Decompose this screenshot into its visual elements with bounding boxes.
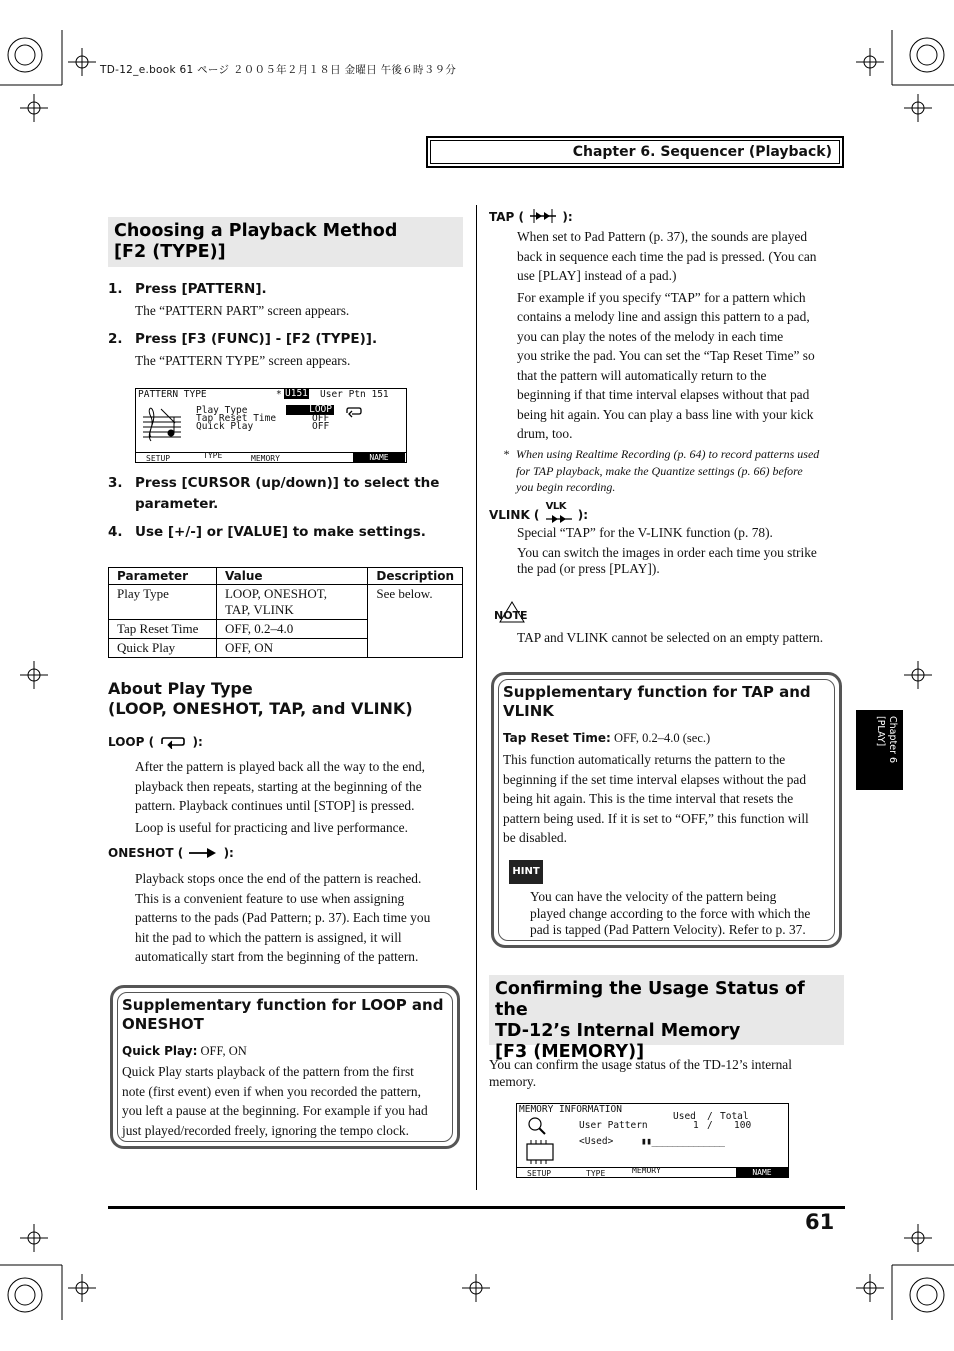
box-heading-line: ONESHOT [122,1015,204,1033]
tap-note [516,446,819,496]
print-header-note: TD-12_e.book 61 ページ ２００５年２月１８日 金曜日 午後６時３９分 [100,64,457,76]
box-param-value: OFF, ON [197,1044,247,1058]
text-line: beginning if that time interval elapses without that pad [517,387,810,402]
text-line: For example if you specify “TAP” for a pattern which [517,289,806,305]
box-heading [503,683,811,721]
table-header: Value [216,568,367,585]
text-line: you begin recording. [516,480,616,494]
note-icon [494,600,530,628]
chapter-side-tab [856,710,903,790]
lcd-row-label: Play Type [196,405,248,416]
step-number: 2. [108,331,123,347]
note-text: TAP and VLINK cannot be selected on an empty pattern. [517,630,824,645]
hint-paragraph [530,889,810,939]
loop-paragraph [135,757,425,837]
vlink-icon-text: VLK [545,501,566,512]
text-line: pattern. Playback continues until [STOP] is pressed. [135,798,415,813]
text-line: You can have the velocity of the pattern being [530,889,777,904]
section-heading-line: Choosing a Playback Method [114,221,398,241]
vlink-paragraph [517,523,817,578]
oneshot-paragraph [135,869,430,967]
side-tab-label [874,716,898,763]
lcd-row-label: Tap Reset Time [196,413,277,424]
lcd-used-label: <Used> [579,1136,614,1147]
lcd-usage-bar: ▮▮______________ [641,1136,725,1147]
supplementary-box-tap [491,672,842,948]
page-number: 61 [805,1210,835,1234]
tap-icon [528,207,558,225]
text-line: automatically start from the beginning of the pattern. [135,949,419,964]
treble-clef-icon [141,403,185,443]
text-line: you can play the notes of the melody in each time [517,328,784,344]
text-line: back in sequence each time the pad is pressed. (You can [517,248,817,264]
lcd-tab-name: NAME [736,1168,788,1178]
loop-label [108,735,203,749]
box-heading-line: VLINK [503,702,554,720]
box-heading-line: Supplementary function for LOOP and [122,996,444,1014]
tap-label-text: ): [562,210,573,224]
lcd-memory-information [516,1103,789,1178]
chapter-title-box [426,136,844,168]
text-line: After the pattern is played back all the way to the end, [135,759,426,774]
section-heading-line: Confirming the Usage Status of the [495,979,805,1020]
step-text: Press [F3 (FUNC)] - [F2 (TYPE)]. [135,331,378,347]
step-number: 3. [108,475,123,491]
hint-badge: HINT [509,860,543,884]
section-heading-line: [F3 (MEMORY)] [495,1042,645,1062]
supplementary-box-loop [110,985,460,1149]
step-number: 1. [108,281,123,297]
text-line: This function automatically returns the pattern to the [503,752,786,767]
table-header: Parameter [109,568,217,585]
lcd-col-used: Used [673,1111,696,1122]
lcd-tab-name: NAME [353,453,405,463]
text-line: patterns to the pads (Pad Pattern; p. 37). Each time you [135,910,431,925]
lcd-row-value: OFF [312,421,330,432]
text-line: that the pattern will automatically return to the [517,367,767,383]
text-line: being hit again. This is the time interval that resets the [503,791,794,806]
note-badge: NOTE [494,609,528,622]
lcd-star: * [276,389,282,400]
step-text: Press [PATTERN]. [135,281,267,297]
lcd-pattern-number: U151 [285,388,308,399]
memory-chip-icon [523,1116,559,1164]
loop-icon [344,405,364,419]
lcd-pattern-name: User Ptn 151 [320,389,389,400]
lcd-tab-active: TYPE [203,451,223,460]
lcd-tab: SETUP [146,454,171,463]
text-line: When set to Pad Pattern (p. 37), the sounds are played [517,229,808,244]
lcd-row-label: User Pattern [579,1120,648,1131]
oneshot-label-text: ): [223,846,234,860]
lcd-row-label: Quick Play [196,421,254,432]
loop-label-text: ): [192,735,203,749]
box-param [122,1043,247,1059]
box-heading [122,996,443,1034]
box-paragraph [122,1062,428,1140]
text-line: played change according to the force with which the [530,905,811,921]
section-heading-line: [F2 (TYPE)] [114,242,226,262]
text-line: Quick Play starts playback of the pattern from the first [122,1064,414,1079]
tap-label [489,207,573,225]
section-heading-memory [489,975,844,1062]
table-cell: OFF, 0.2–4.0 [216,620,367,639]
table-cell: Play Type [109,585,217,620]
text-line: memory. [489,1073,537,1089]
step-text: Use [+/-] or [VALUE] to make settings. [135,524,426,540]
box-param-label: Tap Reset Time: [503,731,611,745]
lcd-col-total: Total [720,1111,749,1122]
table-cell: OFF, ON [216,639,367,658]
memory-paragraph [489,1057,792,1090]
text-line: beginning if the set time interval elapses without the pad [503,771,807,787]
text-line: This is a convenient feature to use when assigning [135,890,405,906]
text-line: When using Realtime Recording (p. 64) to record patterns used [516,447,820,461]
lcd-row-value: OFF [312,413,330,424]
text-line: Playback stops once the end of the pattern is reached. [135,871,422,886]
step-sub: The “PATTERN TYPE” screen appears. [135,353,351,368]
section-heading-line: TD-12’s Internal Memory [495,1021,741,1041]
text-line: being hit again. You can play a bass line with your kick [517,406,814,422]
table-cell: Tap Reset Time [109,620,217,639]
text-line: you strike the pad. You can set the “Tap Reset Time” so [517,348,815,363]
text-line: You can switch the images in order each time you strike [517,544,817,560]
footer-rule [108,1206,845,1209]
chapter-title: Chapter 6. Sequencer (Playback) [572,144,832,160]
subsection-heading-play-type [108,679,413,719]
loop-label-text: LOOP ( [108,735,155,749]
lcd-row-used: 1 [693,1120,699,1131]
text-line: the pad (or press [PLAY]). [517,561,660,576]
text-line: note (first event) even if when you recorded the pattern, [122,1083,421,1099]
step-text [135,473,439,515]
step-text-line: Press [CURSOR (up/down)] to select the [135,475,440,491]
box-param [503,730,710,746]
vlink-label [489,503,588,525]
subsection-heading-line: (LOOP, ONESHOT, TAP, and VLINK) [108,699,413,718]
lcd-pattern-type [135,388,407,463]
oneshot-label [108,846,234,860]
table-cell [216,585,367,620]
column-divider [476,205,477,1190]
text-line: be disabled. [503,830,567,845]
table-cell-line: LOOP, ONESHOT, [224,586,327,601]
text-line: Loop is useful for practicing and live performance. [135,819,408,835]
table-cell: Quick Play [109,639,217,658]
lcd-slash: / [707,1111,713,1122]
step-number: 4. [108,524,123,540]
text-line: You can confirm the usage status of the TD-12’s internal [489,1057,792,1072]
section-heading-playback-method [108,217,463,267]
vlink-icon [544,503,574,525]
text-line: you left a pause at the beginning. For example if you had [122,1103,428,1118]
side-tab-line: Chapter 6 [887,716,898,764]
text-line: contains a melody line and assign this pattern to a pad, [517,309,810,324]
text-line: for TAP playback, make the Quantize settings (p. 66) before [516,463,803,478]
parameter-table [108,567,463,658]
lcd-tab: TYPE [586,1169,606,1178]
lcd-tab-active: MEMORY [632,1166,661,1175]
text-line: playback then repeats, starting at the beginning of the [135,778,422,794]
text-line: Special “TAP” for the V-LINK function (p. 78). [517,525,773,540]
oneshot-arrow-icon [187,847,219,859]
box-paragraph [503,750,809,848]
vlink-label-text: ): [577,508,589,522]
text-line: use [PLAY] instead of a pad.) [517,268,677,283]
lcd-slash: / [707,1120,713,1131]
step-text-line: parameter. [135,496,219,512]
lcd-tab: SETUP [527,1169,552,1178]
text-line: pattern being used. If it is set to “OFF,” this function will [503,810,809,826]
subsection-heading-line: About Play Type [108,679,253,698]
note-asterisk: * [503,447,509,461]
vlink-label-text: VLINK ( [489,508,540,522]
text-line: drum, too. [517,426,573,441]
lcd-title: MEMORY INFORMATION [519,1104,622,1115]
oneshot-label-text: ONESHOT ( [108,846,184,860]
table-cell: See below. [368,585,463,658]
box-heading-line: Supplementary function for TAP and [503,683,811,701]
lcd-title: PATTERN TYPE [138,389,207,400]
text-line: hit the pad to which the pattern is assigned, it will [135,929,402,945]
lcd-row-value: LOOP [286,405,334,415]
table-cell-line: TAP, VLINK [224,602,294,617]
loop-icon [158,735,188,749]
tap-label-text: TAP ( [489,210,524,224]
box-param-value: OFF, 0.2–4.0 (sec.) [610,731,711,745]
text-line: just played/recorded freely, ignoring the tempo clock. [122,1122,409,1138]
tap-paragraph [517,227,816,444]
box-param-label: Quick Play: [122,1044,198,1058]
side-tab-line: [PLAY] [875,716,886,747]
lcd-row-total: 100 [734,1120,752,1131]
step-sub: The “PATTERN PART” screen appears. [135,303,350,318]
table-header: Description [368,568,463,585]
lcd-tab: MEMORY [251,454,280,463]
text-line: pad is tapped (Pad Pattern Velocity). Refer to p. 37. [530,922,806,937]
